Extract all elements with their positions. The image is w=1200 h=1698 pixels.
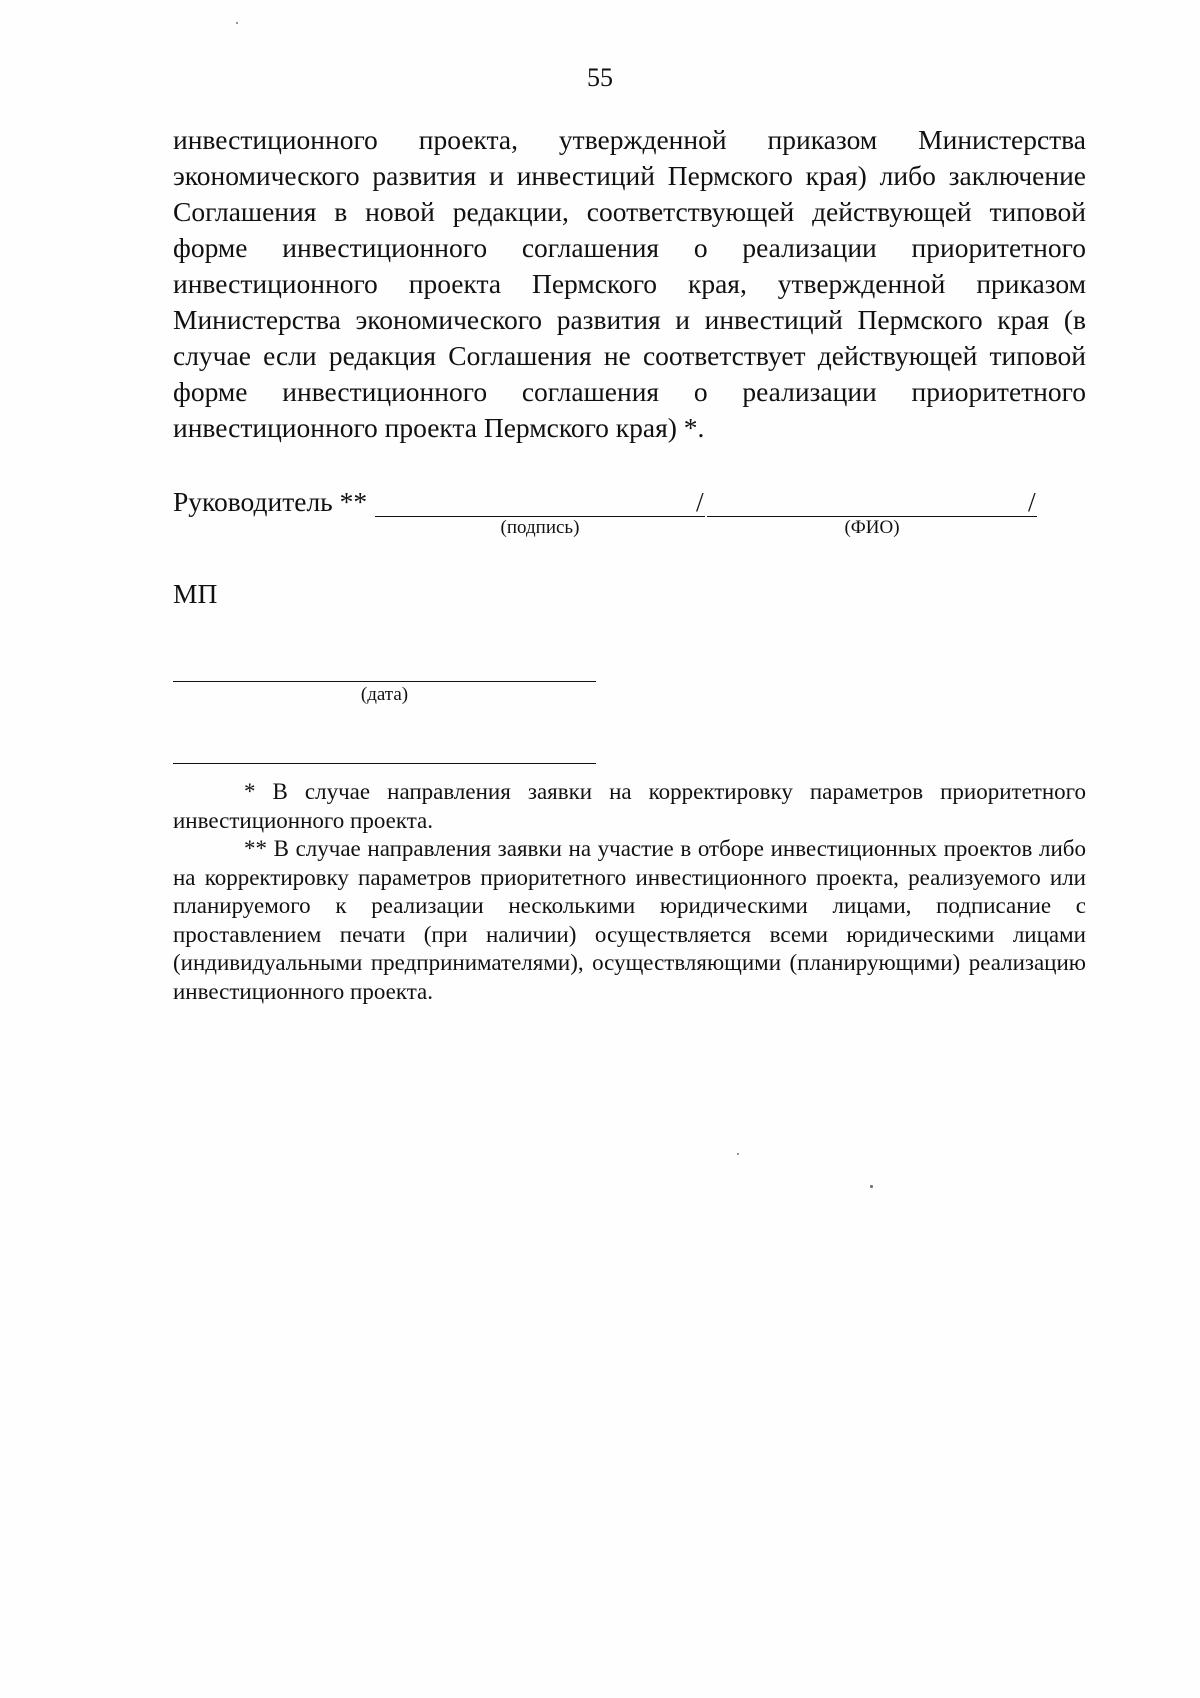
body-paragraph: инвестиционного проекта, утвержденной приказом Министерства экономического развития и инвестиций Пермского края) либо заключение Соглашения в новой редакции, соответствующей действующей типовой форме инвестиционного соглашения о реализации приоритетного инвестиционного проекта Пермского края, утвержденной приказом Министерства экономического развития и инвестиций Пермского края (в случае если редакция Соглашения не соответствует действующей типовой форме инвестиционного соглашения о реализации приоритетного инвестиционного проекта Пермского края) *.	[173, 124, 1086, 443]
footnote-separator	[173, 763, 596, 764]
signatory-label: Руководитель **	[173, 486, 368, 517]
scan-speck	[870, 1185, 873, 1188]
footnote-2: ** В случае направления заявки на участие в отборе инвестиционных проектов либо на корректировку параметров приоритетного инвестиционного проекта, реализуемого или планируемого к реализации несколькими юридическими лицами, подписание с проставлением печати (при наличии) осуществляется всеми юридическими лицами (индивидуальными предпринимателями), осуществляющими (планирующими) реализацию инвестиционного проекта.	[173, 836, 1086, 1004]
date-caption: (дата)	[360, 684, 409, 705]
scan-speck	[737, 1153, 739, 1155]
signature-caption: (подпись)	[500, 517, 580, 538]
footnote-1: * В случае направления заявки на корректировку параметров приоритетного инвестиционного проекта.	[173, 779, 1086, 833]
signature-separator: /	[696, 486, 704, 517]
stamp-label: МП	[173, 578, 218, 609]
page-number: 55	[587, 63, 613, 92]
date-line	[173, 681, 596, 682]
signature-row	[173, 486, 1073, 546]
footnotes	[173, 778, 1086, 1006]
fio-caption: (ФИО)	[844, 517, 900, 538]
scan-speck	[236, 22, 238, 24]
fio-separator: /	[1028, 486, 1036, 517]
